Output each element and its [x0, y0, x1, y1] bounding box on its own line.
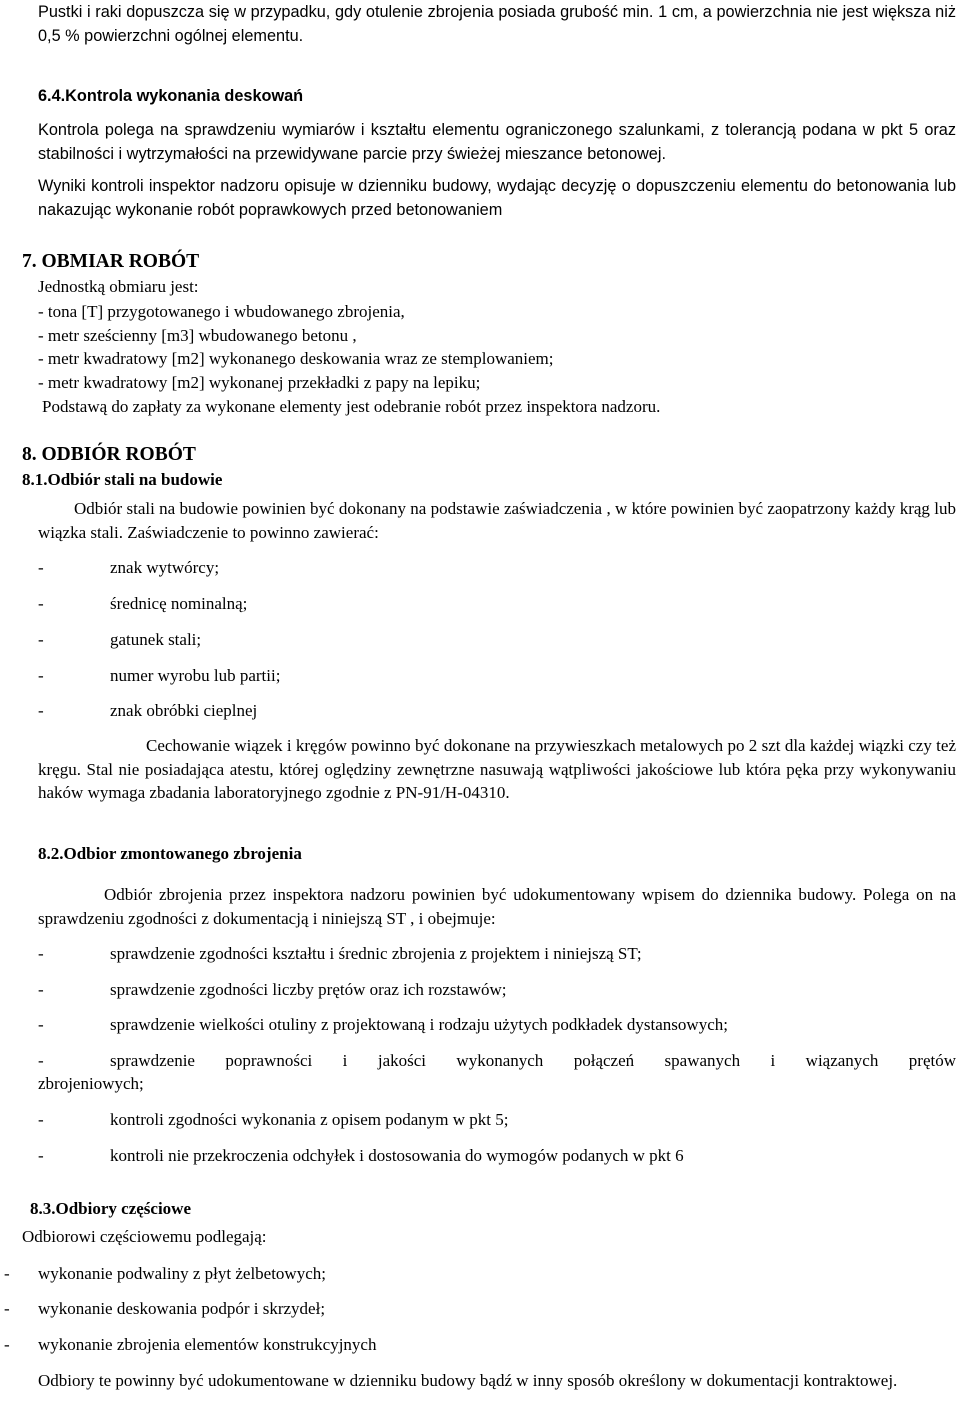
- section-title: Odbiory częściowe: [55, 1199, 191, 1218]
- section-number: 8.2.: [38, 844, 64, 863]
- list-item: gatunek stali;: [110, 630, 202, 649]
- list-dash: -: [38, 944, 44, 963]
- list-item: numer wyrobu lub partii;: [110, 666, 281, 685]
- list-dash: -: [38, 594, 44, 613]
- list-item: kontroli zgodności wykonania z opisem podanym w pkt 5;: [110, 1110, 509, 1129]
- list-dash: -: [38, 1110, 44, 1129]
- section-number: 8.1.: [22, 470, 48, 489]
- section-8-1-paragraph-2: Cechowanie wiązek i kręgów powinno być dokonane na przywieszkach metalowych po 2 szt dla każdej wiązki czy też kręgu. Stal nie posiadająca atestu, której oględziny zewnętrzne nasuwają wątpliwości jakościowe lub która pęka przy wykonywaniu haków wymaga zbadania laboratoryjnego zgodnie z PN-91/H-04310.: [38, 736, 956, 802]
- section-7-item: - tona [T] przygotowanego i wbudowanego zbrojenia,: [38, 302, 405, 321]
- list-item: wykonanie podwaliny z płyt żelbetowych;: [38, 1264, 326, 1283]
- list-item: sprawdzenie zgodności kształtu i średnic zbrojenia z projektem i niniejszą ST;: [110, 944, 642, 963]
- list-dash: -: [4, 1264, 10, 1283]
- section-6-4-paragraph-2: Wyniki kontroli inspektor nadzoru opisuje w dzienniku budowy, wydając decyzję o dopuszczeniu elementu do betonowania lub nakazując wykonanie robót poprawkowych przed betonowaniem: [38, 177, 956, 219]
- section-7-item: - metr kwadratowy [m2] wykonanej przekładki z papy na lepiku;: [38, 373, 481, 392]
- list-item: wykonanie zbrojenia elementów konstrukcyjnych: [38, 1335, 377, 1354]
- section-6-4-paragraph-1: Kontrola polega na sprawdzeniu wymiarów i kształtu elementu ograniczonego szalunkami, z tolerancją podana w pkt 5 oraz stabilności i wytrzymałości na przewidywane parcie przy świeżej mieszance betonowej.: [38, 121, 956, 163]
- section-7-item: - metr kwadratowy [m2] wykonanego deskowania wraz ze stemplowaniem;: [38, 349, 554, 368]
- section-8-1-heading: [22, 468, 222, 491]
- list-dash: -: [38, 980, 44, 999]
- list-dash: -: [38, 558, 44, 577]
- list-dash: -: [38, 1146, 44, 1165]
- list-item: średnicę nominalną;: [110, 594, 248, 613]
- list-item: wykonanie deskowania podpór i skrzydeł;: [38, 1299, 326, 1318]
- section-8-heading: 8. ODBIÓR ROBÓT: [22, 444, 196, 465]
- list-item: sprawdzenie zgodności liczby prętów oraz ich rozstawów;: [110, 980, 507, 999]
- section-7-closing: Podstawą do zapłaty za wykonane elementy jest odebranie robót przez inspektora nadzoru.: [42, 397, 661, 416]
- list-item: kontroli nie przekroczenia odchyłek i dostosowania do wymogów podanych w pkt 6: [110, 1146, 684, 1165]
- list-dash: -: [38, 701, 44, 720]
- list-item: sprawdzenie poprawności i jakości wykonanych połączeń spawanych i wiązanych prętów: [110, 1051, 956, 1070]
- section-6-4-heading: [38, 85, 303, 108]
- section-8-3-closing: Odbiory te powinny być udokumentowane w dzienniku budowy bądź w inny sposób określony w dokumentacji kontraktowej.: [38, 1371, 898, 1390]
- section-number: 6.4.: [38, 87, 66, 105]
- list-dash: -: [38, 666, 44, 685]
- section-8-3-lead: Odbiorowi częściowemu podlegają:: [22, 1227, 267, 1246]
- section-8-3-heading: [30, 1197, 191, 1220]
- section-8-2-paragraph-1: Odbiór zbrojenia przez inspektora nadzoru powinien być udokumentowany wpisem do dziennika budowy. Polega on na sprawdzeniu zgodności z dokumentacją i niniejszą ST , i obejmuje:: [38, 885, 956, 928]
- section-8-1-paragraph-1: Odbiór stali na budowie powinien być dokonany na podstawie zaświadczenia , w które powinien być zaopatrzony każdy krąg lub wiązka stali. Zaświadczenie to powinno zawierać:: [38, 499, 956, 542]
- section-title: Kontrola wykonania deskowań: [65, 87, 304, 105]
- list-item: sprawdzenie wielkości otuliny z projektowaną i rodzaju użytych podkładek dystansowych;: [110, 1015, 728, 1034]
- section-number: 8.3.: [30, 1199, 56, 1218]
- section-8-2-heading: [38, 842, 302, 865]
- section-7-lead: Jednostką obmiaru jest:: [38, 277, 199, 296]
- list-dash: -: [4, 1335, 10, 1354]
- section-7-heading: 7. OBMIAR ROBÓT: [22, 251, 200, 272]
- list-dash: -: [4, 1299, 10, 1318]
- list-item: znak wytwórcy;: [110, 558, 220, 577]
- list-dash: -: [38, 1051, 44, 1070]
- list-dash: -: [38, 630, 44, 649]
- section-title: Odbior zmontowanego zbrojenia: [63, 844, 302, 863]
- list-dash: -: [38, 1015, 44, 1034]
- list-item-continuation: zbrojeniowych;: [38, 1074, 144, 1093]
- intro-paragraph: Pustki i raki dopuszcza się w przypadku, gdy otulenie zbrojenia posiada grubość min. 1 cm, a powierzchnia nie jest większa niż 0,5 % powierzchni ogólnej elementu.: [38, 3, 956, 45]
- section-title: Odbiór stali na budowie: [47, 470, 223, 489]
- list-item: znak obróbki cieplnej: [110, 701, 258, 720]
- section-7-item: - metr sześcienny [m3] wbudowanego betonu ,: [38, 326, 357, 345]
